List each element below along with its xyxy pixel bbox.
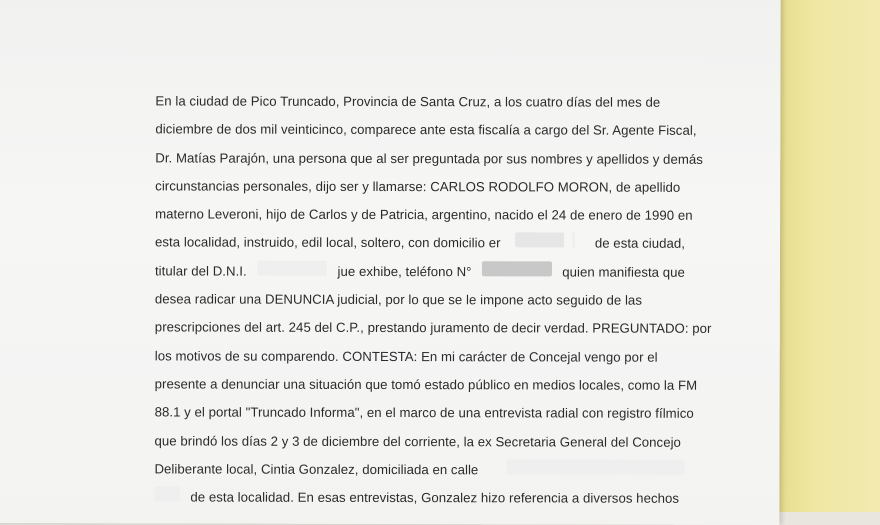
text-segment: prescripciones del art. 245 del C.P., prestando juramento de decir verdad. PREGUNTADO: por bbox=[154, 319, 712, 337]
text-line bbox=[155, 144, 703, 174]
text-segment: que brindó los días 2 y 3 de diciembre del corriente, la ex Secretaria General del Concejo bbox=[154, 432, 681, 450]
redaction-dni bbox=[257, 260, 327, 275]
text-segment: esta localidad, instruido, edil local, soltero, con domicilio er bbox=[155, 234, 501, 251]
redaction-mark bbox=[572, 233, 575, 248]
text-line bbox=[155, 229, 685, 259]
text-line bbox=[154, 427, 684, 457]
text-line bbox=[155, 257, 685, 287]
text-segment: Deliberante local, Cintia Gonzalez, domiciliada en calle bbox=[154, 461, 479, 478]
text-line bbox=[154, 314, 712, 344]
text-segment: titular del D.N.I. bbox=[154, 263, 247, 279]
text-line bbox=[155, 172, 685, 202]
text-line bbox=[155, 116, 697, 146]
text-line bbox=[154, 484, 684, 514]
text-segment: diciembre de dos mil veinticinco, comparece ante esta fiscalía a cargo del Sr. Agente Fiscal, bbox=[155, 121, 697, 139]
redaction-address bbox=[154, 487, 180, 502]
redaction-address bbox=[515, 233, 564, 248]
text-segment: 88.1 y el portal "Truncado Informa", en el marco de una entrevista radial con registro fílmico bbox=[154, 404, 694, 422]
text-line bbox=[155, 87, 685, 117]
text-segment: Dr. Matías Parajón, una persona que al ser preguntada por sus nombres y apellidos y demás bbox=[155, 149, 703, 167]
text-line bbox=[154, 455, 684, 485]
text-segment: de esta ciudad, bbox=[594, 236, 686, 252]
text-segment: de esta localidad. En esas entrevistas, Gonzalez hizo referencia a diversos hechos bbox=[190, 489, 680, 506]
text-segment: circunstancias personales, dijo ser y llamarse: CARLOS RODOLFO MORON, de apellido bbox=[155, 178, 681, 195]
text-line bbox=[155, 342, 685, 372]
text-segment: En la ciudad de Pico Truncado, Provincia de Santa Cruz, a los cuatro días del mes de bbox=[155, 93, 661, 110]
redaction-phone bbox=[482, 261, 552, 276]
desk-background bbox=[770, 0, 880, 512]
text-segment: materno Leveroni, hijo de Carlos y de Patricia, argentino, nacido el 24 de enero de 1990 en bbox=[155, 206, 693, 223]
text-line bbox=[154, 399, 694, 429]
document-body bbox=[154, 87, 712, 513]
text-segment: quien manifiesta que bbox=[562, 264, 685, 280]
text-line bbox=[155, 285, 685, 315]
redaction-address bbox=[506, 459, 684, 474]
text-line bbox=[154, 370, 698, 400]
text-line bbox=[155, 201, 693, 231]
text-segment: desea radicar una DENUNCIA judicial, por lo que se le impone acto seguido de las bbox=[154, 291, 643, 308]
text-segment: jue exhibe, teléfono N° bbox=[337, 263, 472, 280]
text-segment: los motivos de su comparendo. CONTESTA: En mi carácter de Concejal vengo por el bbox=[154, 348, 658, 365]
text-segment: presente a denunciar una situación que tomó estado público en medios locales, como la FM bbox=[154, 376, 698, 393]
